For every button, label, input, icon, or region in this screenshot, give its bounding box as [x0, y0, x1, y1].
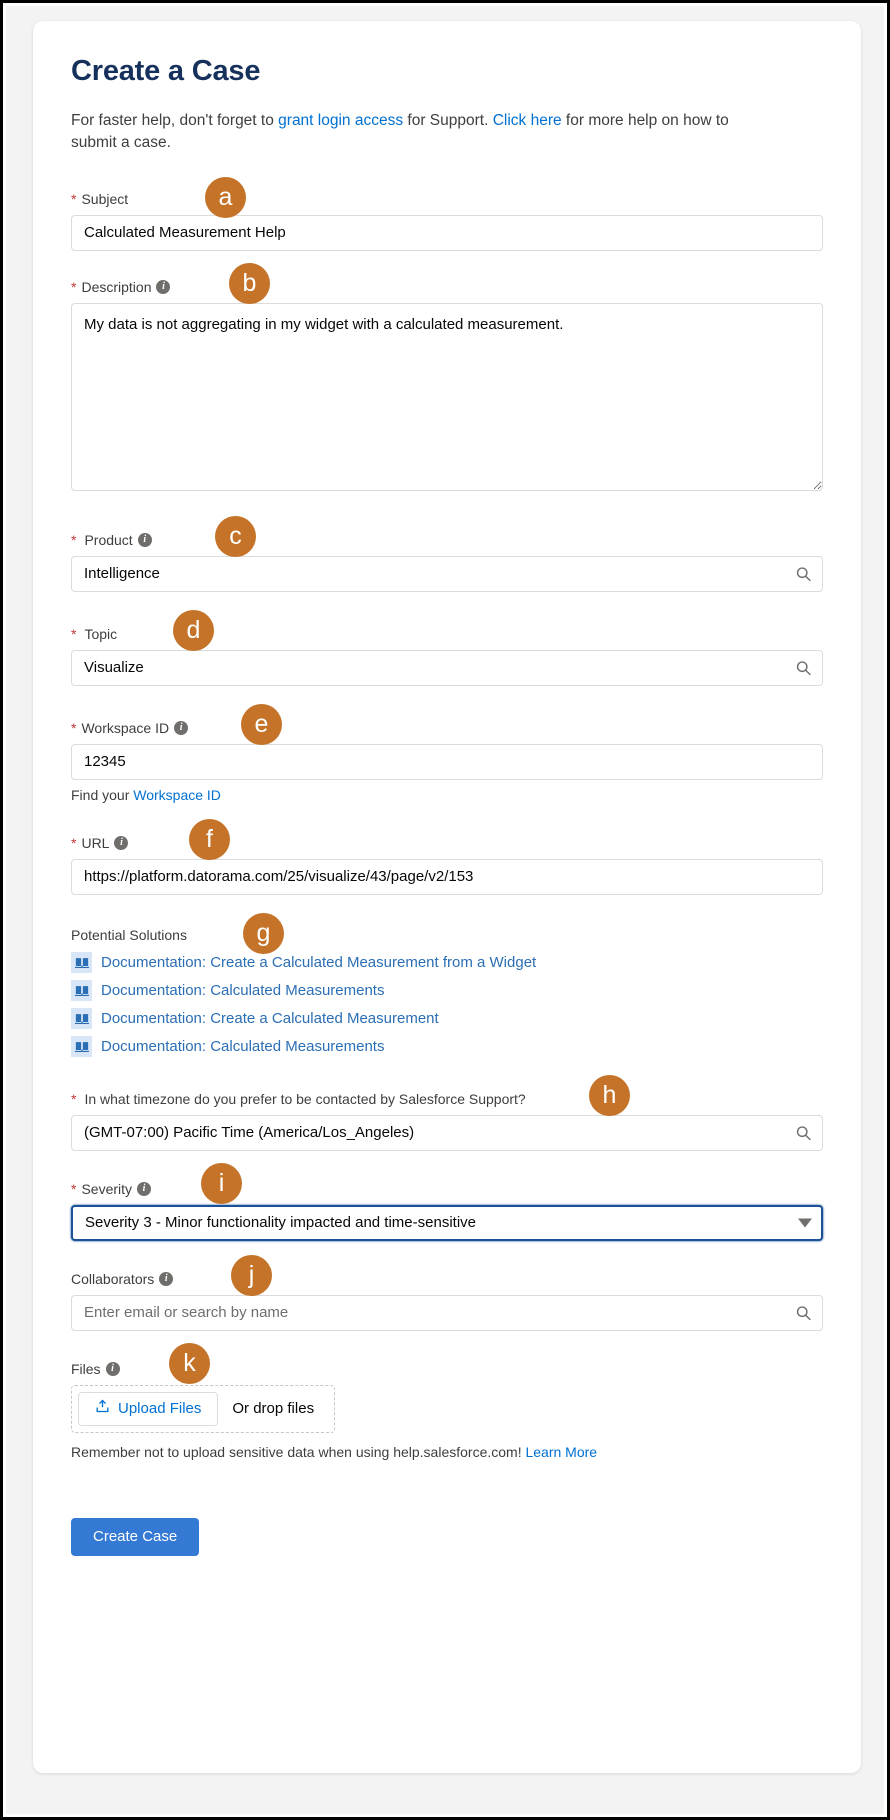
info-icon[interactable]: i	[138, 533, 152, 547]
callout-badge-h: h	[589, 1075, 630, 1116]
description-label-row	[71, 277, 823, 297]
timezone-label-row	[71, 1089, 823, 1109]
files-note	[71, 1444, 823, 1460]
solution-link[interactable]: Documentation: Calculated Measurements	[101, 1037, 385, 1055]
page-title: Create a Case	[71, 55, 261, 87]
subject-input[interactable]	[71, 215, 823, 251]
field-files	[71, 1348, 823, 1460]
grant-login-access-link[interactable]: grant login access	[278, 112, 404, 129]
info-icon[interactable]: i	[174, 721, 188, 735]
required-asterisk: *	[71, 1090, 77, 1107]
subject-label-row	[71, 189, 823, 209]
required-asterisk: *	[71, 278, 77, 295]
url-input[interactable]	[71, 859, 823, 895]
timezone-label: In what timezone do you prefer to be contacted by Salesforce Support?	[84, 1090, 526, 1107]
collaborators-label-row	[71, 1269, 823, 1289]
learn-more-link[interactable]: Learn More	[525, 1443, 598, 1460]
book-icon	[71, 1036, 92, 1057]
workspace-id-label-row	[71, 718, 823, 738]
severity-label-row	[71, 1179, 823, 1199]
book-icon	[71, 952, 92, 973]
topic-label: Topic	[84, 625, 118, 642]
book-icon	[71, 980, 92, 1001]
list-item[interactable]	[71, 980, 823, 1001]
field-collaborators	[71, 1260, 823, 1331]
workspace-id-link[interactable]: Workspace ID	[133, 786, 221, 803]
field-product	[71, 521, 823, 592]
callout-badge-d: d	[173, 610, 214, 651]
intro-text	[71, 110, 751, 155]
callout-badge-f: f	[189, 819, 230, 860]
info-icon[interactable]: i	[159, 1272, 173, 1286]
field-timezone	[71, 1080, 823, 1151]
workspace-id-input[interactable]	[71, 744, 823, 780]
callout-badge-b: b	[229, 263, 270, 304]
drop-files-label: Or drop files	[232, 1400, 315, 1418]
info-icon[interactable]: i	[106, 1362, 120, 1376]
subject-label: Subject	[81, 190, 129, 207]
potential-solutions-section	[71, 918, 823, 1057]
url-label-row	[71, 833, 823, 853]
create-case-button[interactable]: Create Case	[71, 1518, 199, 1556]
description-textarea[interactable]	[71, 303, 823, 491]
product-label-row	[71, 530, 823, 550]
list-item[interactable]	[71, 952, 823, 973]
url-label: URL	[81, 834, 110, 851]
upload-files-button[interactable]	[78, 1392, 218, 1426]
field-workspace-id	[71, 709, 823, 803]
solution-link[interactable]: Documentation: Create a Calculated Measurement	[101, 1009, 439, 1027]
create-case-card	[33, 21, 861, 1773]
required-asterisk: *	[71, 834, 77, 851]
info-icon[interactable]: i	[156, 280, 170, 294]
helper-prefix: Find your	[71, 786, 134, 803]
field-topic	[71, 615, 823, 686]
book-icon	[71, 1008, 92, 1029]
file-dropzone[interactable]	[71, 1385, 335, 1433]
timezone-input[interactable]	[71, 1115, 823, 1151]
workspace-id-label: Workspace ID	[81, 719, 170, 736]
topic-input[interactable]	[71, 650, 823, 686]
callout-badge-e: e	[241, 704, 282, 745]
required-asterisk: *	[71, 625, 77, 642]
upload-files-label: Upload Files	[118, 1400, 202, 1418]
workspace-id-helper	[71, 787, 823, 803]
field-url	[71, 824, 823, 895]
required-asterisk: *	[71, 531, 77, 548]
click-here-link[interactable]: Click here	[492, 112, 562, 129]
info-icon[interactable]: i	[114, 836, 128, 850]
severity-select[interactable]	[71, 1205, 823, 1241]
callout-badge-k: k	[169, 1343, 210, 1384]
field-subject	[71, 182, 823, 251]
intro-part-2: for Support.	[403, 112, 493, 129]
field-severity	[71, 1168, 823, 1241]
collaborators-label: Collaborators	[71, 1270, 155, 1287]
potential-solutions-label: Potential Solutions	[71, 926, 187, 943]
list-item[interactable]	[71, 1036, 823, 1057]
intro-part-1: For faster help, don't forget to	[71, 112, 279, 129]
solution-link[interactable]: Documentation: Calculated Measurements	[101, 981, 385, 999]
upload-icon	[95, 1399, 110, 1418]
required-asterisk: *	[71, 719, 77, 736]
files-note-prefix: Remember not to upload sensitive data when using help.salesforce.com!	[71, 1443, 526, 1460]
product-input[interactable]	[71, 556, 823, 592]
info-icon[interactable]: i	[137, 1182, 151, 1196]
field-description	[71, 268, 823, 496]
intro-part-3: for more help on how to submit a case.	[71, 112, 729, 152]
description-label: Description	[81, 278, 152, 295]
required-asterisk: *	[71, 190, 77, 207]
required-asterisk: *	[71, 1180, 77, 1197]
callout-badge-i: i	[201, 1163, 242, 1204]
severity-label: Severity	[81, 1180, 133, 1197]
list-item[interactable]	[71, 1008, 823, 1029]
product-label: Product	[84, 531, 133, 548]
callout-badge-j: j	[231, 1255, 272, 1296]
callout-badge-c: c	[215, 516, 256, 557]
files-label: Files	[71, 1360, 101, 1377]
callout-badge-g: g	[243, 913, 284, 954]
solution-link[interactable]: Documentation: Create a Calculated Measurement from a Widget	[101, 953, 537, 971]
collaborators-input[interactable]	[71, 1295, 823, 1331]
callout-badge-a: a	[205, 177, 246, 218]
